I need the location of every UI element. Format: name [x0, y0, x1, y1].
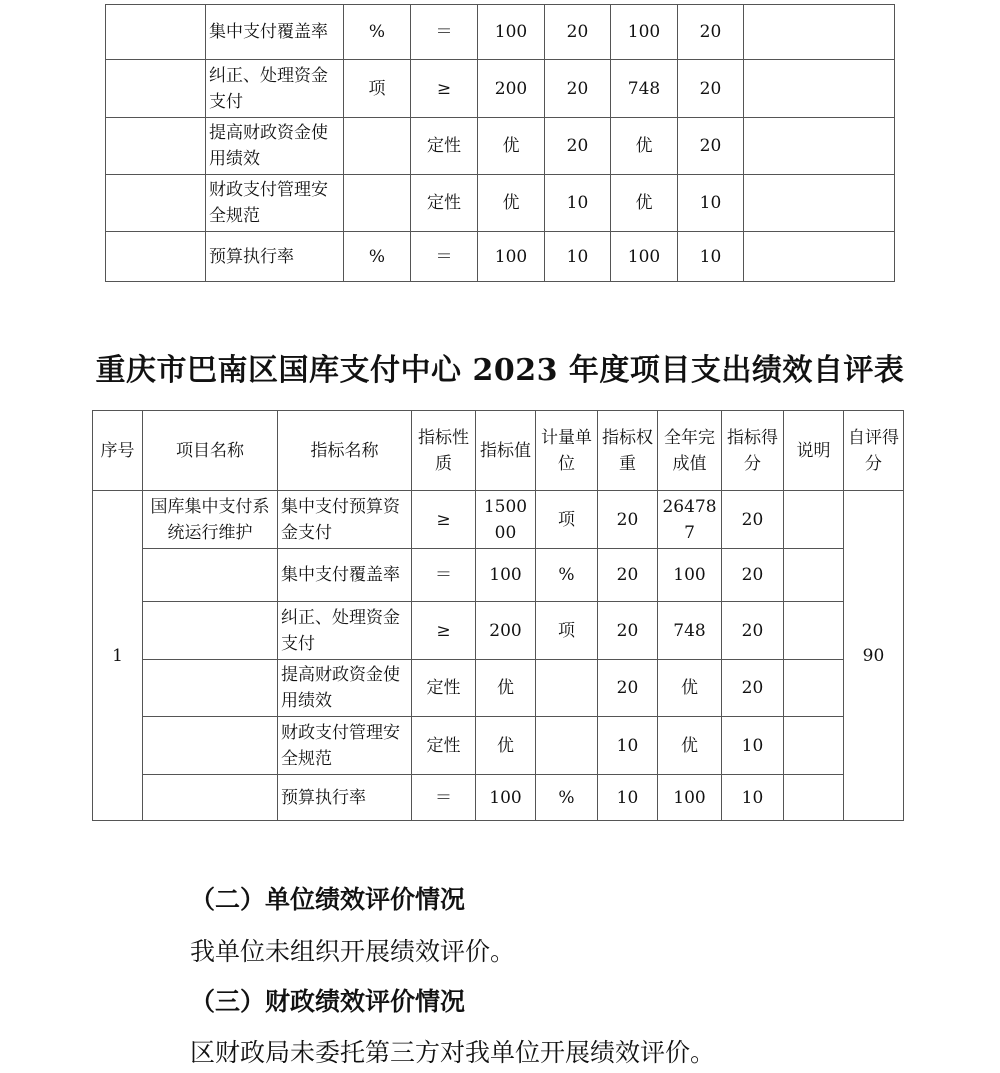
actual-cell: 748 [658, 602, 722, 660]
nature-cell: 定性 [412, 660, 476, 717]
header-project: 项目名称 [143, 411, 278, 491]
unit-cell [536, 660, 598, 717]
operator-cell: ＝ [411, 5, 478, 60]
unit-cell: % [536, 549, 598, 602]
unit-cell: % [344, 232, 411, 282]
weight-cell: 10 [598, 775, 658, 821]
table-row [106, 60, 895, 118]
header-unit: 计量单位 [536, 411, 598, 491]
note-cell [744, 5, 895, 60]
actual-cell: 264787 [658, 491, 722, 549]
target-cell: 200 [478, 60, 545, 118]
weight-cell: 20 [598, 491, 658, 549]
seq-cell [106, 5, 206, 60]
score-cell: 20 [722, 660, 784, 717]
weight-cell: 20 [545, 5, 611, 60]
target-cell: 100 [478, 232, 545, 282]
weight-cell: 10 [545, 232, 611, 282]
unit-cell: % [344, 5, 411, 60]
section-heading-finance-evaluation: （三）财政绩效评价情况 [190, 987, 466, 1016]
score-cell: 20 [722, 549, 784, 602]
seq-cell [106, 232, 206, 282]
header-weight: 指标权重 [598, 411, 658, 491]
indicator-name: 集中支付覆盖率 [206, 5, 344, 60]
actual-cell: 优 [658, 717, 722, 775]
operator-cell: ≥ [411, 60, 478, 118]
project-cell [143, 602, 278, 660]
indicator-name: 财政支付管理安全规范 [278, 717, 412, 775]
value-cell: 200 [476, 602, 536, 660]
indicator-name: 提高财政资金使用绩效 [206, 118, 344, 175]
project-cell [143, 717, 278, 775]
actual-cell: 优 [611, 118, 678, 175]
indicator-name: 预算执行率 [278, 775, 412, 821]
value-cell: 150000 [476, 491, 536, 549]
indicator-name: 集中支付覆盖率 [278, 549, 412, 602]
indicator-name: 预算执行率 [206, 232, 344, 282]
unit-cell [536, 717, 598, 775]
target-cell: 优 [478, 118, 545, 175]
nature-cell: ≥ [412, 602, 476, 660]
weight-cell: 20 [545, 118, 611, 175]
unit-cell: % [536, 775, 598, 821]
score-cell: 10 [722, 717, 784, 775]
score-cell: 10 [678, 175, 744, 232]
unit-cell [344, 118, 411, 175]
weight-cell: 20 [598, 602, 658, 660]
nature-cell: ≥ [412, 491, 476, 549]
unit-cell [344, 175, 411, 232]
self-score-cell: 90 [844, 491, 904, 821]
indicator-name: 提高财政资金使用绩效 [278, 660, 412, 717]
indicator-name: 财政支付管理安全规范 [206, 175, 344, 232]
seq-cell [106, 60, 206, 118]
indicator-name: 纠正、处理资金支付 [206, 60, 344, 118]
table-row [93, 775, 904, 821]
header-seq: 序号 [93, 411, 143, 491]
score-cell: 20 [678, 118, 744, 175]
header-note: 说明 [784, 411, 844, 491]
actual-cell: 优 [658, 660, 722, 717]
target-cell: 优 [478, 175, 545, 232]
table-title: 重庆市巴南区国库支付中心 2023 年度项目支出绩效自评表 [95, 353, 905, 388]
weight-cell: 20 [545, 60, 611, 118]
value-cell: 优 [476, 717, 536, 775]
actual-cell: 100 [611, 232, 678, 282]
note-cell [744, 118, 895, 175]
score-cell: 20 [722, 491, 784, 549]
seq-cell [106, 118, 206, 175]
operator-cell: ＝ [411, 232, 478, 282]
unit-cell: 项 [536, 602, 598, 660]
note-cell [744, 232, 895, 282]
header-value: 指标值 [476, 411, 536, 491]
header-indicator: 指标名称 [278, 411, 412, 491]
seq-cell: 1 [93, 491, 143, 821]
table-row [106, 5, 895, 60]
section-heading-unit-evaluation: （二）单位绩效评价情况 [190, 885, 466, 914]
table-row [93, 660, 904, 717]
nature-cell: ＝ [412, 549, 476, 602]
continued-table [105, 4, 895, 282]
actual-cell: 优 [611, 175, 678, 232]
header-score: 指标得分 [722, 411, 784, 491]
project-cell [143, 660, 278, 717]
weight-cell: 20 [598, 549, 658, 602]
indicator-name: 纠正、处理资金支付 [278, 602, 412, 660]
note-cell [784, 660, 844, 717]
section-text-finance-evaluation: 区财政局未委托第三方对我单位开展绩效评价。 [190, 1038, 716, 1067]
score-cell: 20 [678, 5, 744, 60]
unit-cell: 项 [536, 491, 598, 549]
table-row [106, 232, 895, 282]
value-cell: 100 [476, 549, 536, 602]
project-name: 国库集中支付系统运行维护 [143, 491, 278, 549]
table-row [93, 491, 904, 549]
project-cell [143, 549, 278, 602]
score-cell: 10 [722, 775, 784, 821]
note-cell [784, 775, 844, 821]
unit-cell: 项 [344, 60, 411, 118]
indicator-name: 集中支付预算资金支付 [278, 491, 412, 549]
note-cell [784, 549, 844, 602]
operator-cell: 定性 [411, 175, 478, 232]
table-row [93, 549, 904, 602]
nature-cell: ＝ [412, 775, 476, 821]
note-cell [744, 60, 895, 118]
self-evaluation-table [92, 410, 904, 821]
note-cell [784, 491, 844, 549]
actual-cell: 748 [611, 60, 678, 118]
note-cell [784, 602, 844, 660]
header-self-score: 自评得分 [844, 411, 904, 491]
weight-cell: 10 [598, 717, 658, 775]
table-row [93, 717, 904, 775]
table-row [106, 118, 895, 175]
operator-cell: 定性 [411, 118, 478, 175]
note-cell [744, 175, 895, 232]
value-cell: 优 [476, 660, 536, 717]
header-row [93, 411, 904, 491]
seq-cell [106, 175, 206, 232]
actual-cell: 100 [658, 549, 722, 602]
header-nature: 指标性质 [412, 411, 476, 491]
note-cell [784, 717, 844, 775]
table-row [106, 175, 895, 232]
score-cell: 20 [678, 60, 744, 118]
target-cell: 100 [478, 5, 545, 60]
header-actual: 全年完成值 [658, 411, 722, 491]
score-cell: 10 [678, 232, 744, 282]
table-row [93, 602, 904, 660]
weight-cell: 20 [598, 660, 658, 717]
nature-cell: 定性 [412, 717, 476, 775]
weight-cell: 10 [545, 175, 611, 232]
value-cell: 100 [476, 775, 536, 821]
score-cell: 20 [722, 602, 784, 660]
actual-cell: 100 [611, 5, 678, 60]
project-cell [143, 775, 278, 821]
section-text-unit-evaluation: 我单位未组织开展绩效评价。 [190, 937, 516, 966]
actual-cell: 100 [658, 775, 722, 821]
